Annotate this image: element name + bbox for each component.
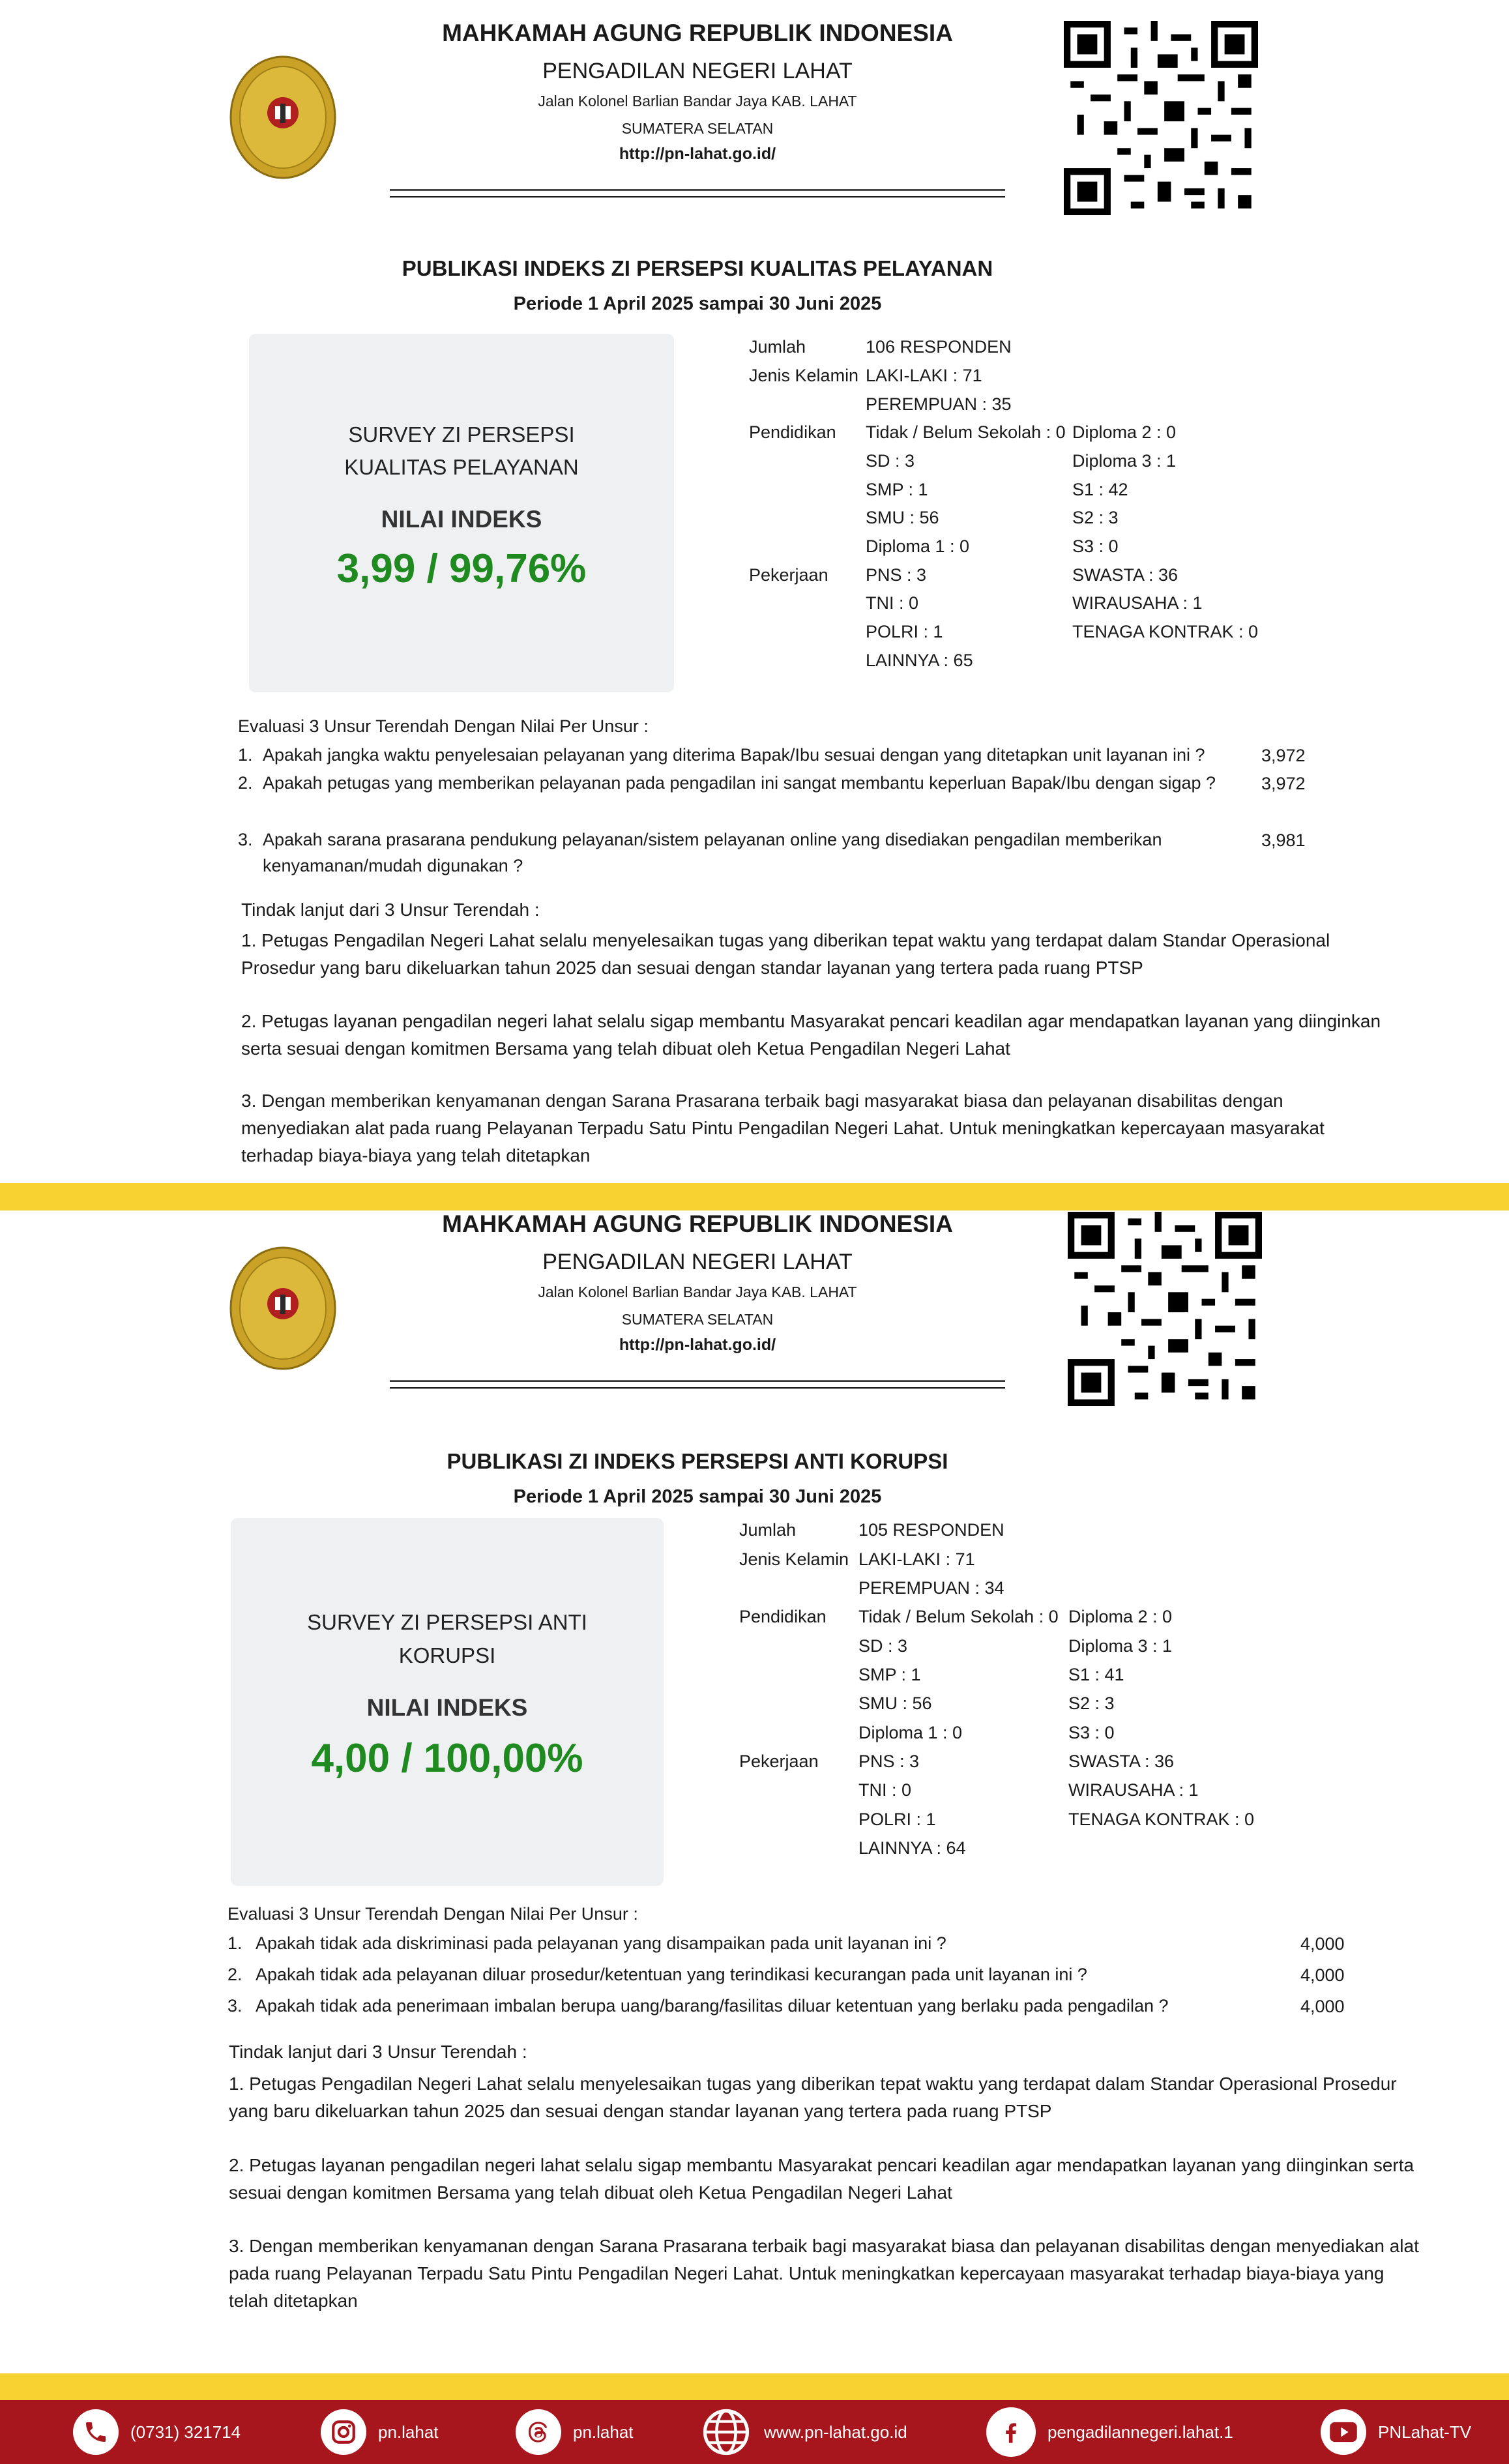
eval-title: Evaluasi 3 Unsur Terendah Dengan Nilai Per Unsur : [238, 716, 649, 736]
eval-text: Apakah tidak ada diskriminasi pada pelayanan yang disampaikan pada unit layanan ini ? [256, 1933, 946, 1953]
stat-edu-d2: Diploma 2 : 0 [1072, 422, 1177, 442]
eval-text: Apakah tidak ada penerimaan imbalan berupa uang/barang/fasilitas diluar ketentuan yang berlaku pada pengadilan ? [256, 1996, 1169, 2016]
stat-edu-s3: S3 : 0 [1068, 1723, 1115, 1742]
stat-edu-s2: S2 : 3 [1072, 508, 1119, 527]
stat-edu-none: Tidak / Belum Sekolah : 0 [866, 422, 1066, 442]
footer-facebook-text: pengadilannegeri.lahat.1 [1048, 2422, 1233, 2442]
stat-edu-smp: SMP : 1 [866, 480, 928, 499]
footer-threads-text: pn.lahat [573, 2422, 634, 2442]
followup-title: Tindak lanjut dari 3 Unsur Terendah : [241, 900, 540, 920]
stat-job-entrepreneur: WIRAUSAHA : 1 [1068, 1780, 1199, 1800]
footer-website[interactable] [700, 2400, 907, 2464]
index-card [231, 1518, 664, 1886]
stat-job-polri: POLRI : 1 [866, 622, 943, 641]
publication-period: Periode 1 April 2025 sampai 30 Juni 2025 [513, 293, 882, 314]
stat-edu-d3: Diploma 3 : 1 [1068, 1636, 1173, 1656]
eval-num: 1. [238, 745, 253, 765]
court-emblem-icon [229, 55, 336, 179]
stat-job-contract: TENAGA KONTRAK : 0 [1072, 622, 1259, 641]
court-name: PENGADILAN NEGERI LAHAT [542, 59, 853, 83]
org-title: MAHKAMAH AGUNG REPUBLIK INDONESIA [442, 20, 953, 46]
stat-job-label: Pekerjaan [749, 565, 828, 585]
eval-num: 3. [238, 830, 253, 849]
eval-text: Apakah tidak ada pelayanan diluar prosedur/ketentuan yang terindikasi kecurangan pada unit layanan ini ? [256, 1965, 1087, 1984]
stat-job-other: LAINNYA : 65 [866, 651, 973, 670]
footer-threads[interactable] [516, 2400, 634, 2464]
followup-item: 2. Petugas layanan pengadilan negeri lahat selalu sigap membantu Masyarakat pencari keadilan agar mendapatkan layanan yang diinginkan serta sesuai dengan komitmen Bersama yang telah dibuat oleh Ketua Pengadilan Negeri Lahat [229, 2155, 1414, 2203]
footer-facebook[interactable] [986, 2400, 1233, 2464]
footer-website-text: www.pn-lahat.go.id [764, 2422, 907, 2442]
stat-job-pns: PNS : 3 [866, 565, 927, 585]
eval-text: Apakah sarana prasarana pendukung pelayanan/sistem pelayanan online yang disediakan pengadilan memberikan kenyamanan/mudah digunakan ? [263, 830, 1162, 875]
followup-item: 2. Petugas layanan pengadilan negeri lahat selalu sigap membantu Masyarakat pencari keadilan agar mendapatkan layanan yang diinginkan serta sesuai dengan komitmen Bersama yang telah dibuat oleh Ketua Pengadilan Negeri Lahat [241, 1011, 1381, 1059]
threads-icon [516, 2409, 561, 2455]
stat-gender-label: Jenis Kelamin [739, 1549, 849, 1569]
instagram-icon [321, 2409, 366, 2455]
eval-title: Evaluasi 3 Unsur Terendah Dengan Nilai Per Unsur : [227, 1904, 638, 1924]
facebook-icon [986, 2407, 1036, 2457]
card-index-value: 4,00 / 100,00% [311, 1736, 583, 1781]
stat-edu-smp: SMP : 1 [858, 1665, 921, 1684]
stat-edu-s1: S1 : 42 [1072, 480, 1128, 499]
stat-edu-d3: Diploma 3 : 1 [1072, 451, 1177, 471]
stat-male: LAKI-LAKI : 71 [866, 366, 982, 385]
stat-edu-d1: Diploma 1 : 0 [866, 536, 970, 556]
stat-education-label: Pendidikan [749, 422, 836, 442]
stat-edu-s3: S3 : 0 [1072, 536, 1119, 556]
court-name: PENGADILAN NEGERI LAHAT [542, 1250, 853, 1274]
stat-female: PEREMPUAN : 35 [866, 394, 1012, 414]
publication-section-1 [0, 0, 1509, 1180]
stat-male: LAKI-LAKI : 71 [858, 1549, 975, 1569]
eval-num: 2. [238, 773, 253, 793]
index-card [249, 334, 674, 692]
stat-job-other: LAINNYA : 64 [858, 1838, 966, 1858]
eval-num: 2. [227, 1965, 242, 1984]
followup-item: 3. Dengan memberikan kenyamanan dengan Sarana Prasarana terbaik bagi masyarakat biasa dan pelayanan disabilitas dengan menyediakan alat pada ruang Pelayanan Terpadu Satu Pintu Pengadilan Negeri Lahat. Untuk meningkatkan kepercayaan masyarakat terhadap biaya-biaya yang telah ditetapkan [241, 1091, 1325, 1166]
eval-num: 3. [227, 1996, 242, 2016]
followup-item: 1. Petugas Pengadilan Negeri Lahat selalu menyelesaikan tugas yang diberikan tepat waktu yang terdapat dalam Standar Operasional Prosedur yang baru dikeluarkan tahun 2025 dan sesuai dengan standar layanan yang tertera pada ruang PTSP [241, 930, 1330, 978]
eval-value: 4,000 [1300, 1965, 1345, 1985]
stat-education-label: Pendidikan [739, 1607, 827, 1626]
stat-edu-smu: SMU : 56 [866, 508, 939, 527]
stat-gender-label: Jenis Kelamin [749, 366, 859, 385]
eval-value: 3,972 [1261, 746, 1306, 765]
stat-jumlah-label: Jumlah [739, 1520, 797, 1540]
stat-edu-sd: SD : 3 [858, 1636, 908, 1656]
followup-item: 1. Petugas Pengadilan Negeri Lahat selalu menyelesaikan tugas yang diberikan tepat waktu yang terdapat dalam Standar Operasional Prosedur yang baru dikeluarkan tahun 2025 dan sesuai dengan standar layanan yang tertera pada ruang PTSP [229, 2074, 1397, 2121]
header-separator [390, 189, 1005, 198]
stat-edu-s2: S2 : 3 [1068, 1694, 1115, 1713]
footer-instagram[interactable] [321, 2400, 439, 2464]
stat-edu-smu: SMU : 56 [858, 1694, 932, 1713]
stat-job-contract: TENAGA KONTRAK : 0 [1068, 1810, 1255, 1829]
stat-job-tni: TNI : 0 [858, 1780, 912, 1800]
court-url[interactable]: http://pn-lahat.go.id/ [619, 145, 776, 163]
youtube-icon [1321, 2409, 1366, 2455]
footer-instagram-text: pn.lahat [378, 2422, 439, 2442]
footer-top-divider [0, 2373, 1509, 2400]
eval-num: 1. [227, 1933, 242, 1953]
stat-job-tni: TNI : 0 [866, 593, 919, 613]
stat-job-polri: POLRI : 1 [858, 1810, 936, 1829]
org-title: MAHKAMAH AGUNG REPUBLIK INDONESIA [442, 1210, 953, 1237]
card-survey-line1: SURVEY ZI PERSEPSI ANTI [307, 1610, 587, 1634]
stat-edu-sd: SD : 3 [866, 451, 915, 471]
footer-youtube-text: PNLahat-TV [1378, 2422, 1472, 2442]
footer-youtube[interactable] [1321, 2400, 1471, 2464]
qr-code-icon [1064, 21, 1258, 215]
eval-text: Apakah petugas yang memberikan pelayanan pada pengadilan ini sangat membantu keperluan Bapak/Ibu dengan sigap ? [263, 773, 1216, 793]
eval-value: 3,981 [1261, 830, 1306, 850]
card-index-label: NILAI INDEKS [381, 506, 542, 533]
court-address: Jalan Kolonel Barlian Bandar Jaya KAB. LAHAT [538, 93, 857, 110]
stat-jumlah: 106 RESPONDEN [866, 337, 1012, 357]
stat-edu-d2: Diploma 2 : 0 [1068, 1607, 1173, 1626]
stat-edu-s1: S1 : 41 [1068, 1665, 1124, 1684]
stat-jumlah: 105 RESPONDEN [858, 1520, 1004, 1540]
followup-title: Tindak lanjut dari 3 Unsur Terendah : [229, 2042, 527, 2062]
eval-value: 4,000 [1300, 1934, 1345, 1954]
card-index-value: 3,99 / 99,76% [336, 546, 587, 591]
stat-edu-none: Tidak / Belum Sekolah : 0 [858, 1607, 1059, 1626]
card-survey-line2: KORUPSI [398, 1643, 496, 1667]
card-survey-line2: KUALITAS PELAYANAN [344, 455, 579, 479]
publication-title: PUBLIKASI INDEKS ZI PERSEPSI KUALITAS PELAYANAN [402, 256, 993, 280]
eval-value: 3,972 [1261, 774, 1306, 793]
eval-value: 4,000 [1300, 1997, 1345, 2016]
globe-icon [700, 2406, 752, 2458]
contact-footer [0, 2400, 1509, 2464]
stat-female: PEREMPUAN : 34 [858, 1578, 1004, 1598]
stat-job-entrepreneur: WIRAUSAHA : 1 [1072, 593, 1203, 613]
stat-jumlah-label: Jumlah [749, 337, 806, 357]
stat-job-label: Pekerjaan [739, 1752, 819, 1771]
followup-item: 3. Dengan memberikan kenyamanan dengan Sarana Prasarana terbaik bagi masyarakat biasa dan pelayanan disabilitas dengan menyediakan alat pada ruang Pelayanan Terpadu Satu Pintu Pengadilan Negeri Lahat. Untuk meningkatkan kepercayaan masyarakat terhadap biaya-biaya yang telah ditetapkan [229, 2236, 1419, 2311]
court-province: SUMATERA SELATAN [621, 1311, 774, 1328]
stat-job-pns: PNS : 3 [858, 1752, 920, 1771]
stat-job-private: SWASTA : 36 [1068, 1752, 1175, 1771]
card-survey-line1: SURVEY ZI PERSEPSI [348, 422, 575, 447]
qr-code-icon [1068, 1212, 1262, 1406]
stat-job-private: SWASTA : 36 [1072, 565, 1179, 585]
eval-text: Apakah jangka waktu penyelesaian pelayanan yang diterima Bapak/Ibu sesuai dengan yang ditetapkan unit layanan ini ? [263, 745, 1205, 765]
phone-icon [73, 2409, 119, 2455]
publication-section-2 [0, 1191, 1509, 2371]
court-url[interactable]: http://pn-lahat.go.id/ [619, 1336, 776, 1354]
publication-title: PUBLIKASI ZI INDEKS PERSEPSI ANTI KORUPSI [447, 1449, 948, 1473]
stat-edu-d1: Diploma 1 : 0 [858, 1723, 963, 1742]
court-province: SUMATERA SELATAN [621, 120, 774, 137]
court-address: Jalan Kolonel Barlian Bandar Jaya KAB. LAHAT [538, 1283, 857, 1300]
publication-period: Periode 1 April 2025 sampai 30 Juni 2025 [513, 1486, 882, 1507]
court-emblem-icon [229, 1246, 336, 1370]
card-index-label: NILAI INDEKS [366, 1694, 528, 1721]
footer-phone[interactable] [73, 2400, 241, 2464]
footer-phone-text: (0731) 321714 [130, 2422, 241, 2442]
header-separator [390, 1380, 1005, 1389]
